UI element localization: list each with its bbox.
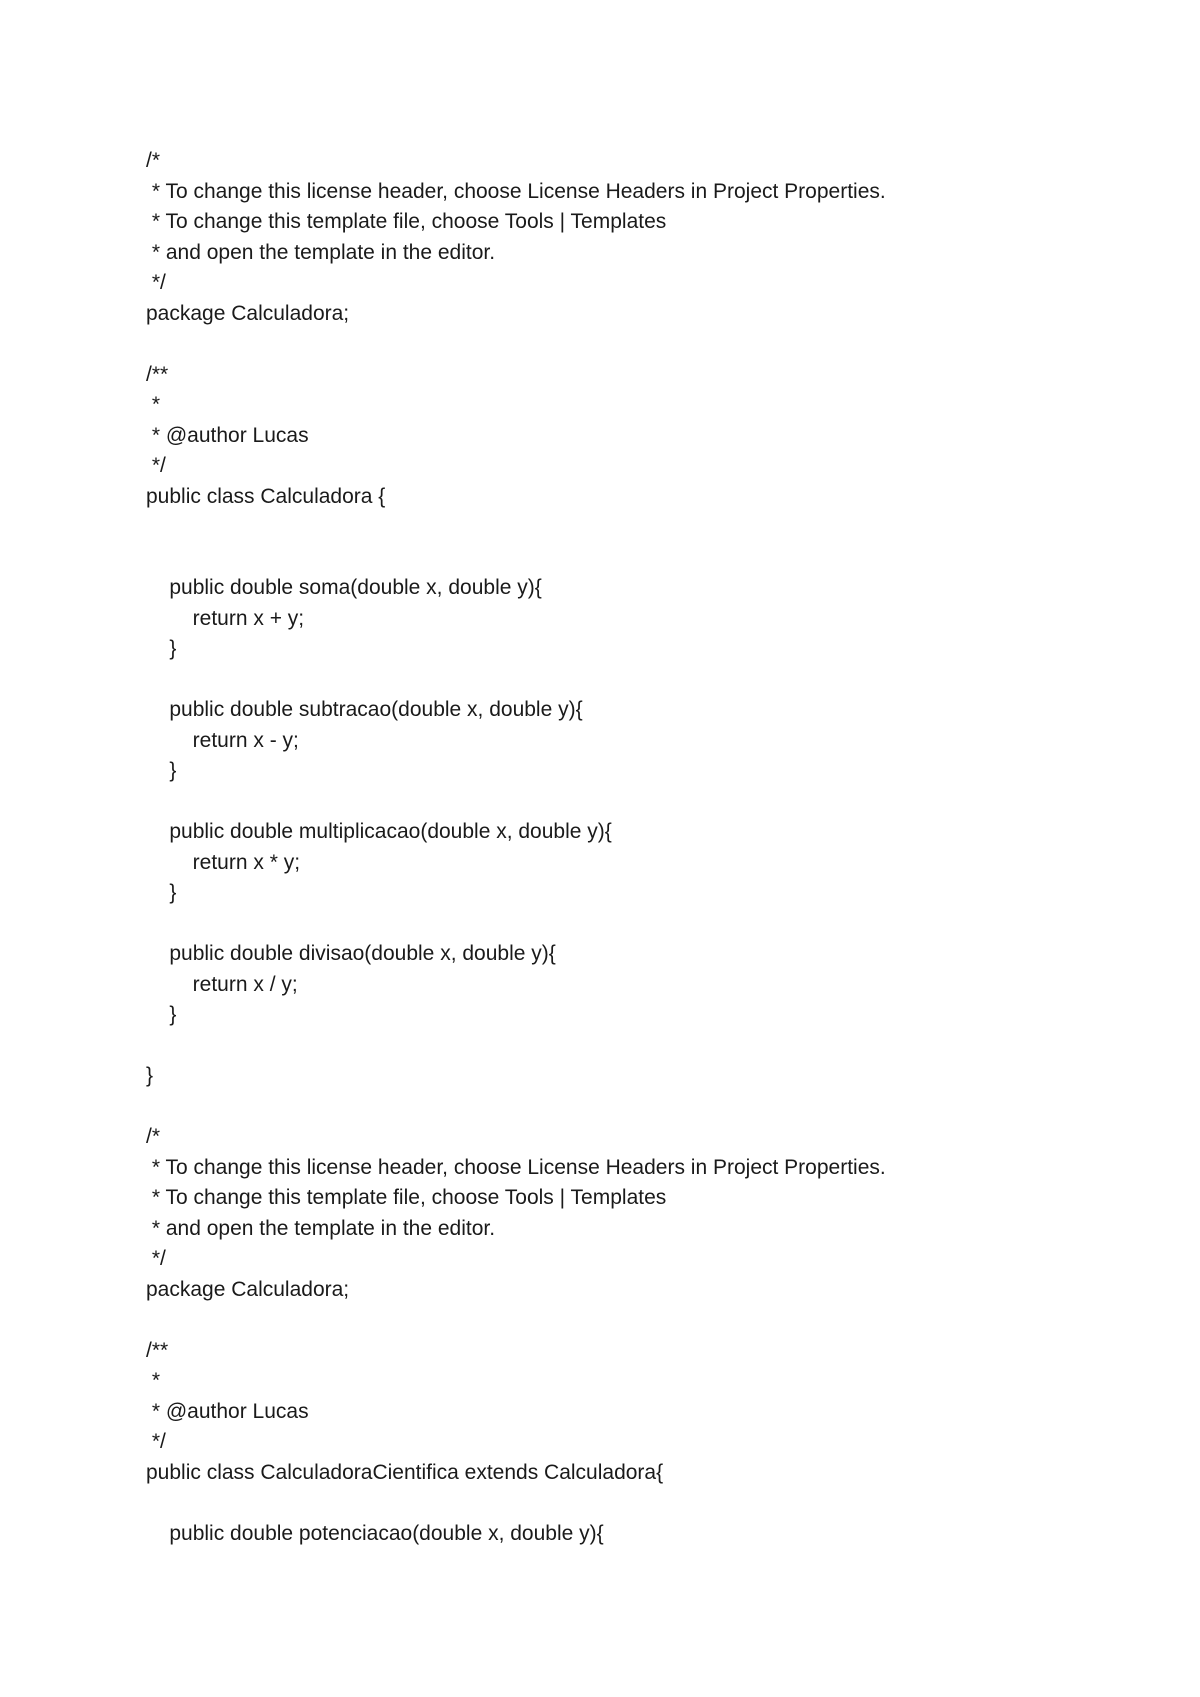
code-line: return x * y;	[146, 850, 301, 874]
code-line: */	[146, 1247, 166, 1270]
code-line	[146, 1092, 1146, 1123]
code-line	[146, 665, 1146, 696]
code-line: * To change this template file, choose Tools | Templates	[146, 210, 667, 233]
source-code-block	[146, 146, 1146, 1549]
code-line: }	[146, 1064, 154, 1087]
code-line	[146, 787, 1146, 818]
code-line: public class Calculadora {	[146, 484, 386, 508]
code-line: /*	[146, 1125, 161, 1148]
code-line: /**	[146, 362, 169, 386]
code-line	[146, 329, 1146, 360]
code-line: public double subtracao(double x, double y){	[146, 698, 583, 721]
code-line: }	[146, 637, 177, 660]
code-line	[146, 1305, 1146, 1336]
code-line: }	[146, 1003, 177, 1026]
code-line: return x - y;	[146, 728, 299, 752]
code-line: * To change this license header, choose License Headers in Project Properties.	[146, 1155, 886, 1179]
code-line: *	[146, 1369, 161, 1392]
code-line: * and open the template in the editor.	[146, 1216, 496, 1240]
code-line: public double potenciacao(double x, double y){	[146, 1521, 604, 1545]
code-line: return x + y;	[146, 606, 305, 630]
code-line: public class CalculadoraCientifica extends Calculadora{	[146, 1460, 664, 1484]
code-line: * @author Lucas	[146, 423, 309, 447]
code-line	[146, 1488, 1146, 1519]
code-line	[146, 1031, 1146, 1062]
code-line: public double multiplicacao(double x, double y){	[146, 820, 612, 843]
code-line: return x / y;	[146, 972, 298, 996]
code-line: public double divisao(double x, double y){	[146, 942, 556, 965]
code-line: public double soma(double x, double y){	[146, 576, 542, 599]
code-line: * To change this license header, choose License Headers in Project Properties.	[146, 179, 886, 203]
code-line: package Calculadora;	[146, 301, 350, 325]
code-line	[146, 909, 1146, 940]
code-line: * and open the template in the editor.	[146, 240, 496, 264]
code-line: package Calculadora;	[146, 1277, 350, 1301]
code-line	[146, 512, 1146, 543]
code-line: }	[146, 881, 177, 904]
code-line: * To change this template file, choose Tools | Templates	[146, 1186, 667, 1209]
code-line: *	[146, 393, 161, 416]
code-line	[146, 543, 1146, 574]
code-line: */	[146, 1430, 166, 1453]
code-line: /**	[146, 1338, 169, 1362]
code-line: */	[146, 271, 166, 294]
code-line: * @author Lucas	[146, 1399, 309, 1423]
code-line: }	[146, 759, 177, 782]
code-line: */	[146, 454, 166, 477]
code-line: /*	[146, 149, 161, 172]
